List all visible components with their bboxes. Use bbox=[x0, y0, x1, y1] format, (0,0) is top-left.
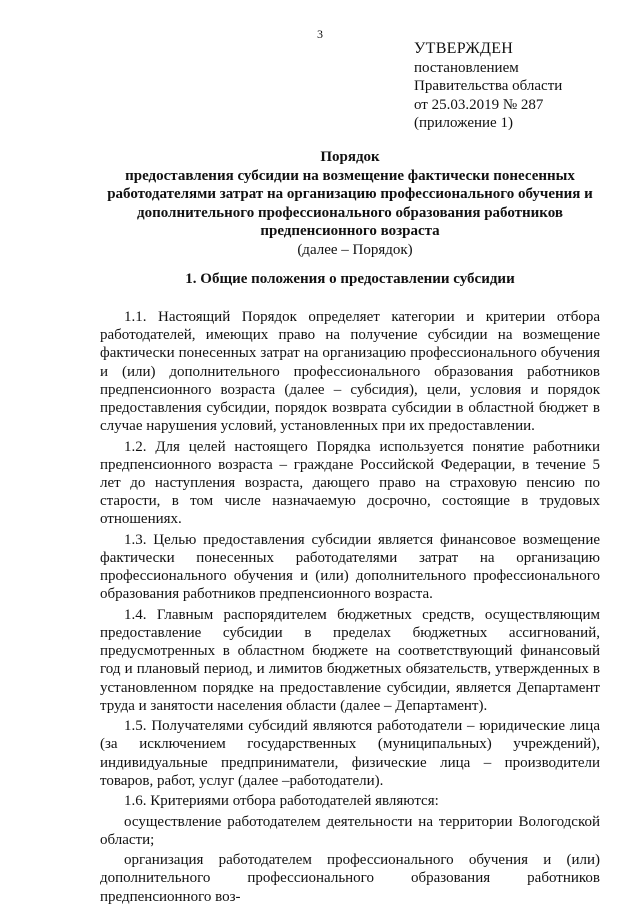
paragraph-1-4: 1.4. Главным распорядителем бюджетных средств, осуществляющим предоставление субсидии в пределах бюджетных ассигнований, предусмотренных в областном бюджете на соответствующий финансовый год и плановый период, и лимитов бюджетных обязательств, утвержденных в установленном порядке на предоставление субсидии, является Департамент труда и занятости населения области (далее – Департамент). bbox=[100, 606, 600, 714]
page-number: 3 bbox=[317, 27, 323, 41]
criterion-territory: осуществление работодателем деятельности на территории Вологодской области; bbox=[100, 813, 600, 848]
approval-line: от 25.03.2019 № 287 bbox=[414, 96, 544, 113]
document-title bbox=[100, 148, 600, 259]
paragraph-1-3: 1.3. Целью предоставления субсидии является финансовое возмещение фактически понесенных работодателями затрат на организацию профессионального обучения и (или) дополнительного профессионального образования работников предпенсионного возраста. bbox=[100, 531, 600, 603]
paragraph-1-2: 1.2. Для целей настоящего Порядка используется понятие работники предпенсионного возраста – граждане Российской Федерации, в течение 5 лет до наступления возраста, дающего право на страховую пенсию по старости, в том числе назначаемую досрочно, состоящие в трудовых отношениях. bbox=[100, 438, 600, 528]
approval-line: постановлением bbox=[414, 59, 519, 76]
paragraph-1-1: 1.1. Настоящий Порядок определяет категории и критерии отбора работодателей, имеющих право на получение субсидии на возмещение фактически понесенных затрат на организацию профессионального обучения и (или) дополнительного профессионального образования работников предпенсионного возраста (далее – субсидия), цели, условия и порядок предоставления субсидии, порядок возврата субсидии в областной бюджет в случае нарушения условий, установленных при их предоставлении. bbox=[100, 309, 600, 435]
approval-stamp: УТВЕРЖДЕН bbox=[414, 40, 514, 57]
paragraph-1-6: 1.6. Критериями отбора работодателей являются: bbox=[124, 793, 439, 810]
title-short-name: (далее – Порядок) bbox=[297, 241, 413, 258]
paragraph-1-5: 1.5. Получателями субсидий являются работодатели – юридические лица (за исключением государственных (муниципальных) учреждений), индивидуальные предприниматели, физические лица – производители товаров, работ, услуг (далее –работодатели). bbox=[100, 718, 600, 789]
approval-line: (приложение 1) bbox=[414, 115, 513, 131]
section-body bbox=[100, 308, 600, 908]
criterion-training: организация работодателем профессионального обучения и (или) дополнительного профессионального образования работников предпенсионного воз- bbox=[100, 852, 600, 905]
title-subject: предоставления субсидии на возмещение фактически понесенных работодателями затрат на организацию профессионального обучения и дополнительного профессионального образования работников предпенсионного возраста bbox=[107, 167, 593, 239]
approval-block bbox=[414, 40, 614, 133]
approval-line: Правительства области bbox=[414, 78, 563, 94]
section-heading: 1. Общие положения о предоставлении субсидии bbox=[185, 271, 515, 287]
title-heading: Порядок bbox=[320, 149, 380, 165]
